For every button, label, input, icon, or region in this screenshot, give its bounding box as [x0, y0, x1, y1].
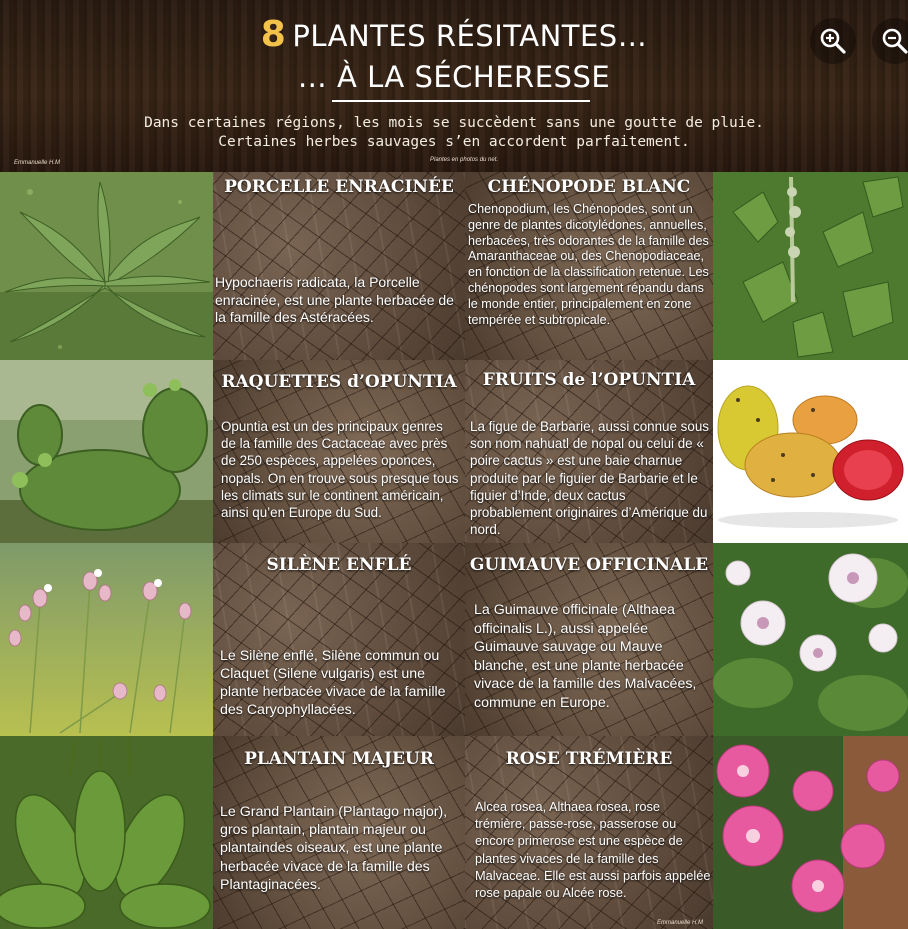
plant-description: Opuntia est un des principaux genres de la famille des Cactaceae avec près de 250 espèces, appelées oponces, nopals. On en trouve sous presque tous les climats sur le continent américain, ainsi qu’en Europe du Sud. — [221, 419, 459, 521]
photo-porcelle — [0, 172, 213, 360]
author-credit: Emmanuelle H.M — [14, 160, 61, 166]
title-number: 8 — [260, 14, 287, 55]
title-line-2: … À LA SÉCHERESSE — [297, 60, 611, 94]
card-plantain — [213, 736, 465, 929]
plant-title: CHÉNOPODE BLANC — [487, 177, 691, 197]
card-fruits-opuntia — [465, 360, 713, 543]
card-guimauve — [465, 543, 713, 736]
plant-title: RAQUETTES d’OPUNTIA — [221, 372, 457, 392]
title-line-1 — [0, 14, 908, 55]
zoom-out-button[interactable] — [872, 18, 908, 64]
photo-plantain — [0, 736, 213, 929]
card-raquettes-opuntia — [213, 360, 465, 543]
plant-title: SILÈNE ENFLÉ — [266, 555, 412, 575]
plant-description: Le Grand Plantain (Plantago major), gros plantain, plantain majeur ou plantaindes oiseaux, est une plante herbacée vivace de la famille des Plantaginacées. — [220, 804, 448, 893]
footer-credit: Emmanuelle H.M — [656, 920, 703, 926]
plant-description: Le Silène enflé, Silène commun ou Claquet (Silene vulgaris) est une plante herbacée vivace de la famille des Caryophyllacées. — [220, 648, 446, 718]
card-porcelle — [213, 172, 465, 360]
card-silene — [213, 543, 465, 736]
photo-silene — [0, 543, 213, 736]
card-rose-tremiere — [465, 736, 713, 929]
photos-credit: Plantes en photos du net. — [430, 157, 499, 163]
photo-chenopode — [713, 172, 908, 360]
intro-line-2: Certaines herbes sauvages s’en accordent parfaitement. — [218, 134, 690, 150]
header-banner — [0, 0, 908, 172]
plant-title: GUIMAUVE OFFICINALE — [469, 555, 709, 575]
photo-fruits-opuntia — [713, 360, 908, 543]
plant-title: ROSE TRÉMIÈRE — [505, 749, 673, 769]
title-text-1: PLANTES RÉSITANTES… — [292, 19, 648, 53]
plant-description: Hypochaeris radicata, la Porcelle enracinée, est une plante herbacée de la famille des Astéracées. — [215, 274, 454, 325]
photo-guimauve — [713, 543, 908, 736]
photo-rose-tremiere — [713, 736, 908, 929]
zoom-out-icon — [880, 26, 908, 56]
zoom-in-button[interactable] — [810, 18, 856, 64]
zoom-in-icon — [818, 26, 848, 56]
plant-description: La Guimauve officinale (Althaea officinalis L.), aussi appelée Guimauve sauvage ou Mauve blanche, est une plante herbacée vivace de la famille des Malvacées, commune en Europe. — [474, 602, 697, 711]
title-underline — [332, 100, 590, 102]
plant-description: Chenopodium, les Chénopodes, sont un genre de plantes dicotylédones, annuelles, herbacées, très odorantes de la famille des Amaranthaceae ou, des Chenopodiaceae, en fonction de la classification retenue. Les chénopodes sont largement répandu dans le monde entier, principalement en zone tempérée et subtropicale. — [468, 202, 709, 327]
plant-title: PORCELLE ENRACINÉE — [224, 177, 454, 197]
plant-title: PLANTAIN MAJEUR — [244, 749, 434, 769]
plant-title: FRUITS de l’OPUNTIA — [482, 370, 696, 390]
plant-description: La figue de Barbarie, aussi connue sous son nom nahuatl de nopal ou celui de « poire cactus » est une baie charnue produite par le figuier de Barbarie et le figuier d’Inde, deux cactus probablement originaires d’Amérique du nord. — [470, 419, 709, 538]
plant-description: Alcea rosea, Althaea rosea, rose trémière, passe-rose, passerose ou encore primerose est une espèce de plantes vivaces de la famille des Malvaceae. Elle est aussi parfois appelée rose papale ou Alcée rose. — [475, 799, 711, 901]
photo-raquettes-opuntia — [0, 360, 213, 543]
intro-line-1: Dans certaines régions, les mois se succèdent sans une goutte de pluie. — [144, 115, 764, 131]
card-chenopode — [465, 172, 713, 360]
